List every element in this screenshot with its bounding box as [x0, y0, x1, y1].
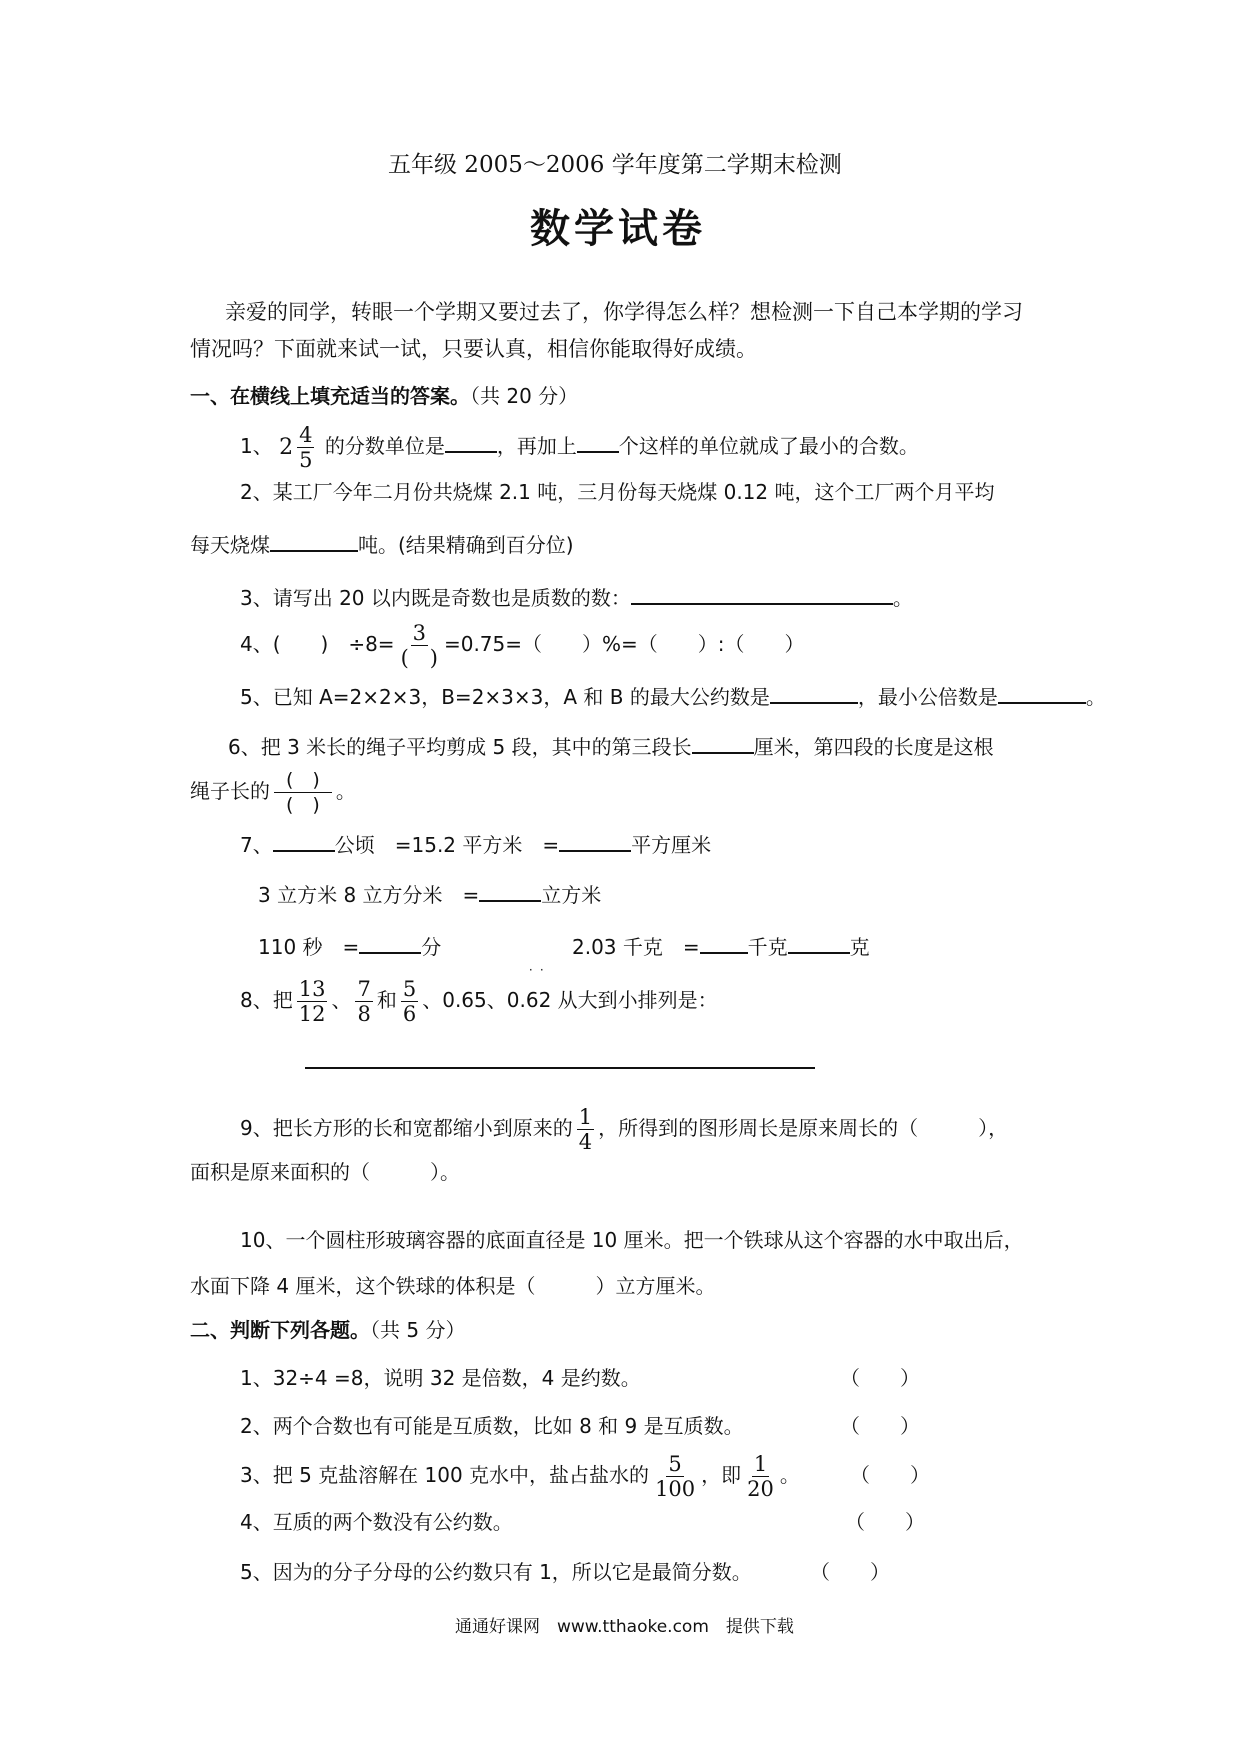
question-1-6-line-2: 绳子长的 $\frac{( )}{( )}$ 。: [190, 769, 356, 816]
repeating-decimal: 62 · ·: [525, 963, 552, 1012]
question-1-7-row-3b: 2.03 千克 = 千克 克: [572, 932, 870, 959]
fraction: $\frac{1}{20}$: [747, 1452, 774, 1501]
mixed-number: 2 $\frac{4}{5}$: [279, 423, 313, 472]
intro-line-1: 亲爱的同学，转眼一个学期又要过去了，你学得怎么样？想检测一下自己本学期的学习: [225, 300, 1023, 324]
section-1-points: （共 20 分）: [470, 384, 579, 408]
judge-answer-box-2[interactable]: （ ）: [840, 1414, 920, 1438]
judge-item-1: 1、32÷4 =8，说明 32 是倍数，4 是约数。: [240, 1366, 641, 1390]
judge-answer-box-3[interactable]: （ ）: [850, 1463, 930, 1487]
judge-item-2: 2、两个合数也有可能是互质数，比如 8 和 9 是互质数。: [240, 1414, 744, 1438]
section-2-points: （共 5 分）: [370, 1318, 466, 1342]
section-2-heading: [190, 1318, 465, 1342]
judge-item-3: 3、把 5 克盐溶解在 100 克水中，盐占盐水的 $\frac{5}{100}$ ，即 $\frac{1}{20}$ 。: [240, 1452, 800, 1501]
answer-blank[interactable]: [479, 880, 541, 902]
answer-blank[interactable]: [692, 732, 754, 754]
fraction: $\frac{3}{( )}$: [400, 621, 438, 670]
section-1-heading: [190, 384, 578, 408]
fraction: $\frac{1}{4}$: [578, 1105, 593, 1154]
section-1-title: 一、在横线上填充适当的答案。: [190, 384, 470, 408]
question-1-2-line-2: 每天烧煤 吨。(结果精确到百分位): [190, 530, 574, 557]
judge-answer-box-5[interactable]: （ ）: [810, 1560, 890, 1584]
question-1-6-line-1: 6、把 3 米长的绳子平均剪成 5 段，其中的第三段长 厘米，第四段的长度是这根: [228, 732, 994, 759]
question-1-10-line-2: 水面下降 4 厘米，这个铁球的体积是（ ）立方厘米。: [190, 1274, 716, 1298]
question-1-3: 3、请写出 20 以内既是奇数也是质数的数： 。: [240, 583, 913, 610]
fraction: $\frac{4}{5}$: [299, 423, 313, 472]
question-1-9-line-2: 面积是原来面积的（ ）。: [190, 1160, 460, 1184]
question-1-7-row-1: 7、 公顷 =15.2 平方米 = 平方厘米: [240, 830, 711, 857]
answer-line[interactable]: [305, 1067, 815, 1069]
fraction: $\frac{5}{100}$: [655, 1452, 696, 1501]
answer-blank[interactable]: [577, 431, 619, 453]
question-1-1: 1、 2 $\frac{4}{5}$ 的分数单位是 ，再加上 个这样的单位就成了最小的合数。: [240, 423, 919, 472]
question-1-8: 8、把 $\frac{13}{12}$ 、 $\frac{7}{8}$ 和 $\frac{5}{6}$ 、0.65、0.62 · · 从大到小排列是：: [240, 970, 718, 1030]
answer-blank[interactable]: [788, 932, 850, 954]
question-1-9-line-1: 9、把长方形的长和宽都缩小到原来的 $\frac{1}{4}$ ，所得到的图形周长是原来周长的（ ），: [240, 1105, 1009, 1154]
question-1-7-row-3a: 110 秒 = 分: [258, 932, 441, 959]
fraction: $\frac{7}{8}$: [357, 977, 371, 1026]
judge-answer-box-4[interactable]: （ ）: [845, 1510, 925, 1534]
answer-blank[interactable]: [359, 932, 421, 954]
section-2-title: 二、判断下列各题。: [190, 1318, 370, 1342]
answer-blank[interactable]: [700, 932, 748, 954]
question-1-7-row-2: 3 立方米 8 立方分米 = 立方米: [258, 880, 601, 907]
answer-blank[interactable]: [445, 431, 497, 453]
answer-blank[interactable]: [559, 830, 631, 852]
answer-blank[interactable]: [770, 682, 858, 704]
question-1-10-line-1: 10、一个圆柱形玻璃容器的底面直径是 10 厘米。把一个铁球从这个容器的水中取出后，: [240, 1228, 1024, 1252]
fraction: $\frac{5}{6}$: [402, 977, 417, 1026]
judge-answer-box-1[interactable]: （ ）: [840, 1366, 920, 1390]
intro-line-2: 情况吗？下面就来试一试，只要认真，相信你能取得好成绩。: [190, 337, 757, 361]
exam-subtitle: 五年级 2005～2006 学年度第二学期末检测: [388, 152, 842, 178]
answer-blank[interactable]: [270, 530, 358, 552]
question-1-5: 5、已知 A=2×2×3，B=2×3×3，A 和 B 的最大公约数是 ，最小公倍数是 。: [240, 682, 1106, 709]
answer-blank[interactable]: [631, 583, 893, 605]
fraction: $\frac{13}{12}$: [298, 977, 326, 1026]
judge-item-5: 5、因为的分子分母的公约数只有 1，所以它是最简分数。: [240, 1560, 752, 1584]
exam-title: 数学试卷: [530, 206, 706, 252]
question-1-2-line-1: 2、某工厂今年二月份共烧煤 2.1 吨，三月份每天烧煤 0.12 吨，这个工厂两个月平均: [240, 480, 995, 504]
answer-blank[interactable]: [998, 682, 1086, 704]
judge-item-4: 4、互质的两个数没有公约数。: [240, 1510, 513, 1534]
fraction-blank[interactable]: $\frac{( )}{( )}$: [274, 768, 332, 817]
question-1-4: 4、( ) ÷8= $\frac{3}{( )}$ =0.75=（ ）%=（ ）:（ ）: [240, 621, 805, 670]
answer-blank[interactable]: [273, 830, 335, 852]
footer-credit: 通通好课网 www.tthaoke.com 提供下载: [455, 1617, 794, 1637]
